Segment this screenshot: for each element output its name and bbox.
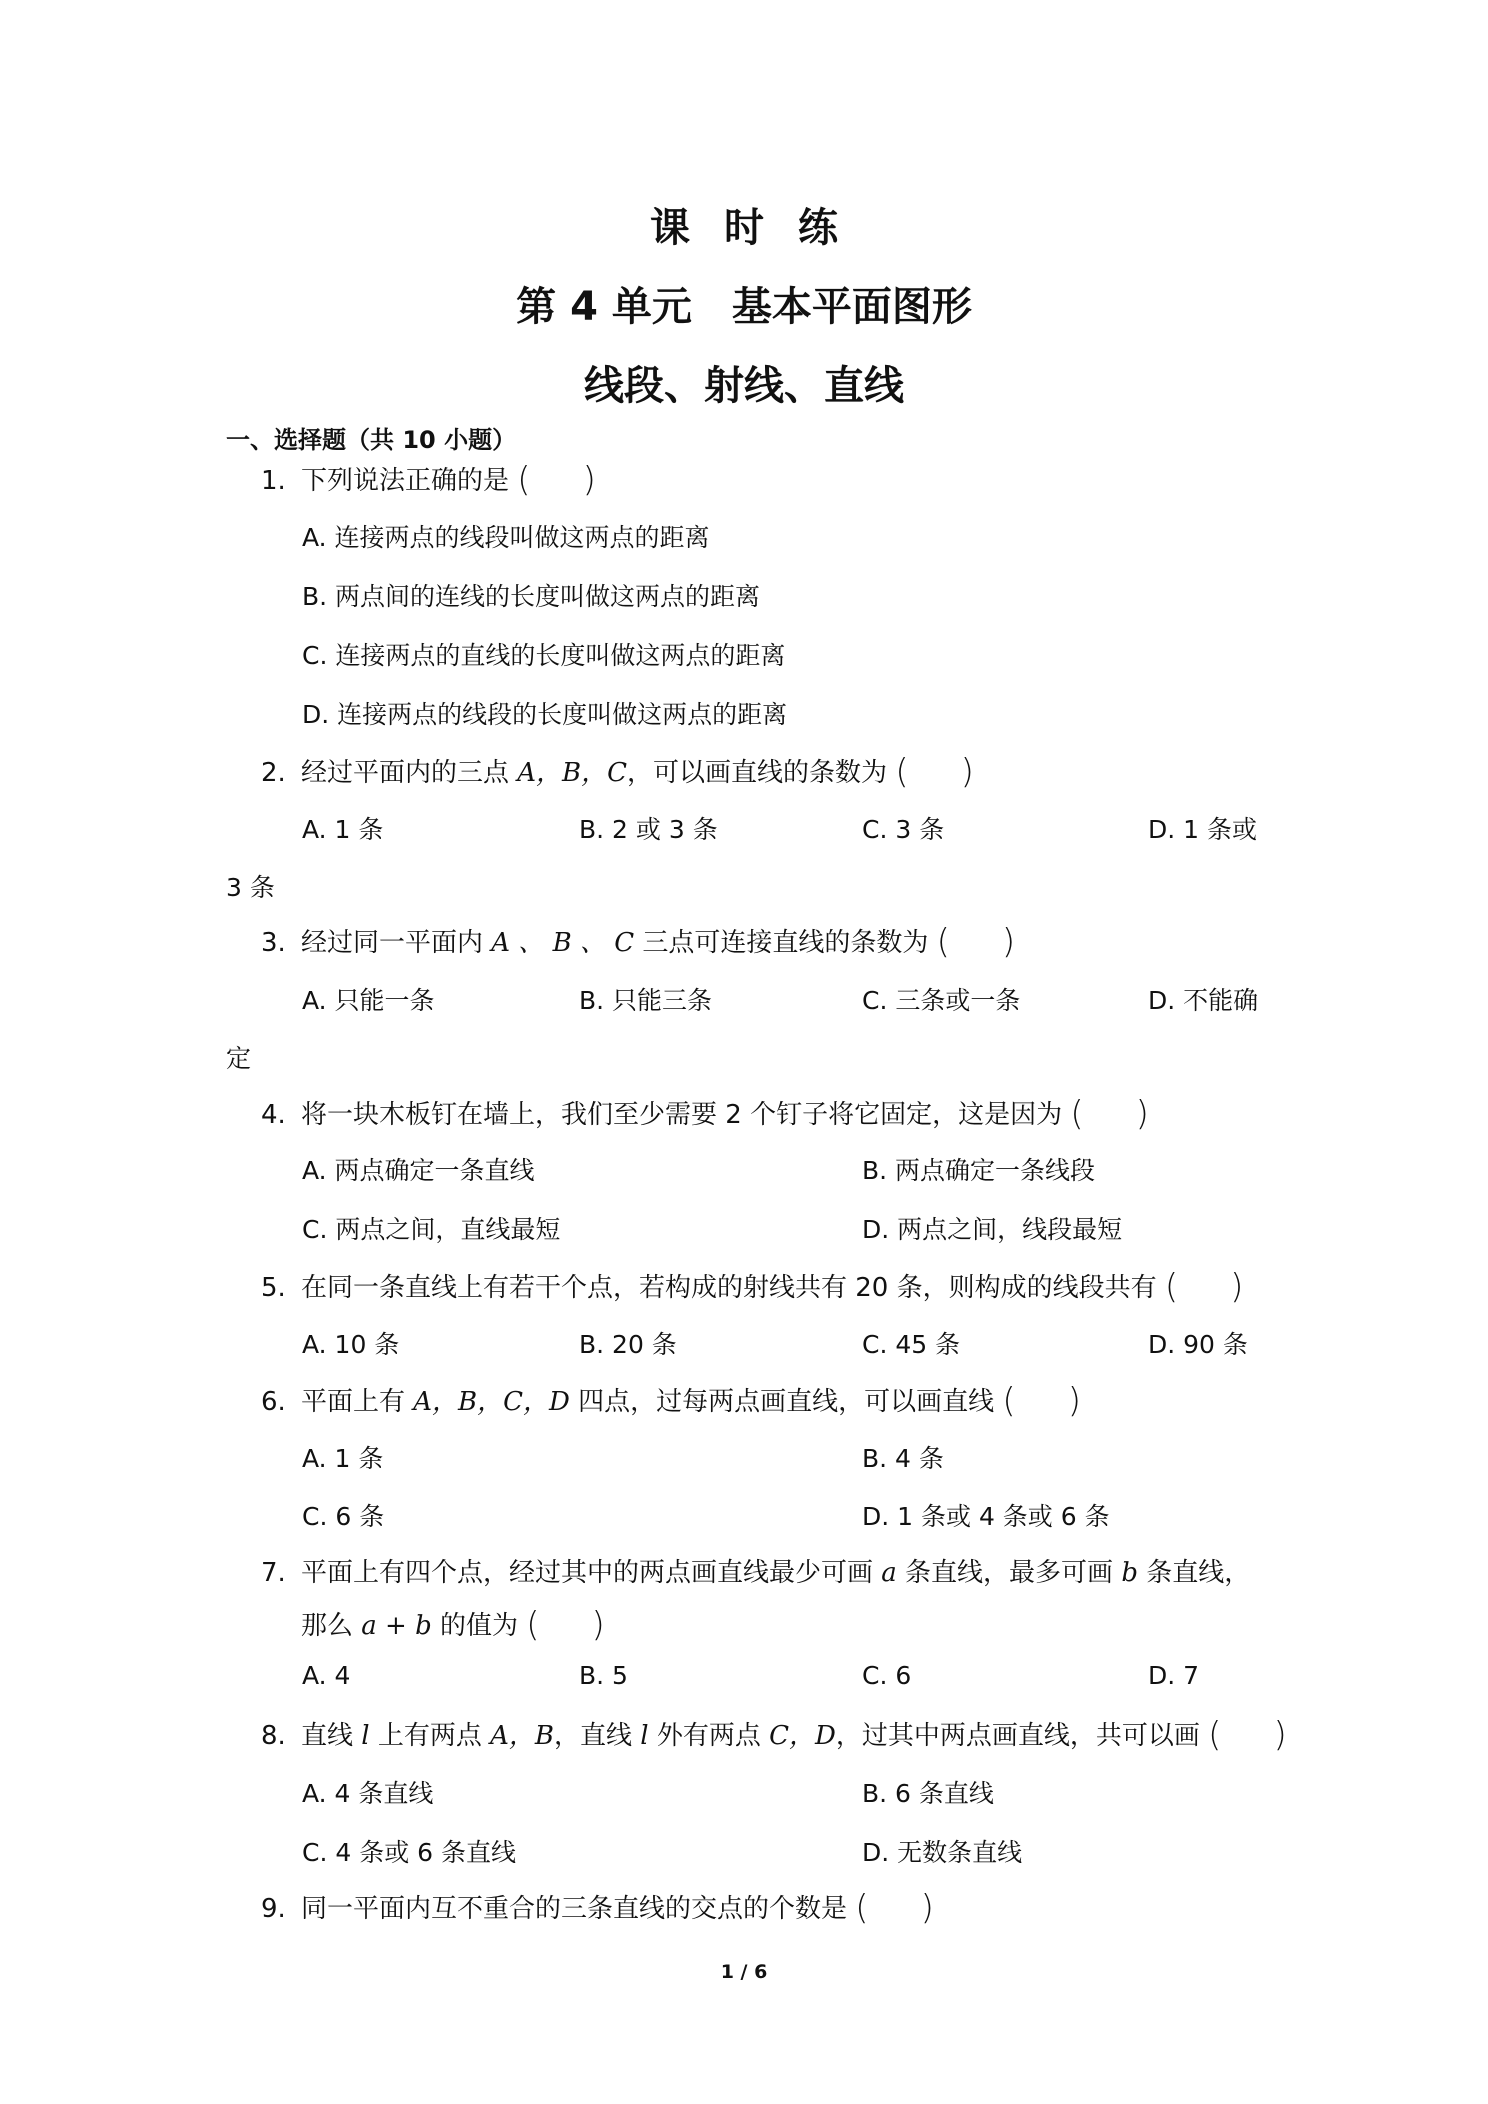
q4-option-b: B. 两点确定一条线段 — [862, 1156, 1096, 1185]
q5-option-d: D. 90 条 — [1148, 1330, 1248, 1359]
q5-option-a: A. 10 条 — [302, 1330, 400, 1359]
question-2: 2. 经过平面内的三点 A，B，C，可以画直线的条数为 ( ) — [261, 752, 974, 792]
q1-option-a: A. 连接两点的线段叫做这两点的距离 — [302, 523, 710, 552]
q3-option-a: A. 只能一条 — [302, 986, 435, 1015]
question-6: 6. 平面上有 A，B，C，D 四点，过每两点画直线，可以画直线 ( ) — [261, 1381, 1081, 1421]
q8-option-c: C. 4 条或 6 条直线 — [302, 1838, 517, 1867]
page-title: 课时练 — [650, 205, 872, 251]
q6-option-b: B. 4 条 — [862, 1444, 944, 1473]
question-3: 3. 经过同一平面内 A 、 B 、 C 三点可连接直线的条数为 ( ) — [261, 922, 1016, 962]
question-7: 7. 平面上有四个点，经过其中的两点画直线最少可画 a 条直线，最多可画 b 条直线， — [261, 1558, 1251, 1588]
question-1: 1. 下列说法正确的是 ( ) — [261, 460, 596, 500]
q1-option-d: D. 连接两点的线段的长度叫做这两点的距离 — [302, 700, 788, 729]
q3-option-b: B. 只能三条 — [579, 986, 713, 1015]
q1-option-b: B. 两点间的连线的长度叫做这两点的距离 — [302, 582, 761, 611]
question-5: 5. 在同一条直线上有若干个点，若构成的射线共有 20 条，则构成的线段共有 ( ) — [261, 1267, 1244, 1307]
q4-option-d: D. 两点之间，线段最短 — [862, 1215, 1123, 1244]
q8-option-b: B. 6 条直线 — [862, 1779, 994, 1808]
q2-option-b: B. 2 或 3 条 — [579, 815, 718, 844]
lesson-title: 线段、射线、直线 — [584, 363, 904, 409]
q5-option-b: B. 20 条 — [579, 1330, 677, 1359]
q6-option-a: A. 1 条 — [302, 1444, 384, 1473]
question-8: 8. 直线 l 上有两点 A，B，直线 l 外有两点 C，D，过其中两点画直线，共可以画 ( ) — [261, 1715, 1287, 1755]
unit-title: 第 4 单元 基本平面图形 — [516, 284, 972, 330]
q5-option-c: C. 45 条 — [862, 1330, 961, 1359]
q4-option-a: A. 两点确定一条直线 — [302, 1156, 535, 1185]
q7-option-b: B. 5 — [579, 1661, 628, 1690]
q3-option-d-wrap: 定 — [226, 1044, 252, 1073]
question-9: 9. 同一平面内互不重合的三条直线的交点的个数是 ( ) — [261, 1888, 934, 1928]
q2-option-a: A. 1 条 — [302, 815, 384, 844]
q2-option-d: D. 1 条或 — [1148, 815, 1257, 844]
q6-option-d: D. 1 条或 4 条或 6 条 — [862, 1502, 1110, 1531]
q1-option-c: C. 连接两点的直线的长度叫做这两点的距离 — [302, 641, 786, 670]
q4-option-c: C. 两点之间，直线最短 — [302, 1215, 561, 1244]
q2-option-c: C. 3 条 — [862, 815, 945, 844]
q3-option-d: D. 不能确 — [1148, 986, 1259, 1015]
q8-option-d: D. 无数条直线 — [862, 1838, 1023, 1867]
question-4: 4. 将一块木板钉在墙上，我们至少需要 2 个钉子将它固定，这是因为 ( ) — [261, 1094, 1149, 1134]
section-heading: 一、选择题（共 10 小题） — [226, 426, 517, 454]
q3-option-c: C. 三条或一条 — [862, 986, 1021, 1015]
q6-option-c: C. 6 条 — [302, 1502, 385, 1531]
q7-option-a: A. 4 — [302, 1661, 351, 1690]
page-number: 1 / 6 — [720, 1961, 768, 1983]
q2-option-d-wrap: 3 条 — [226, 873, 275, 902]
q7-option-d: D. 7 — [1148, 1661, 1200, 1690]
question-7-line2: 那么 a + b 的值为 ( ) — [301, 1605, 605, 1645]
q8-option-a: A. 4 条直线 — [302, 1779, 434, 1808]
q7-option-c: C. 6 — [862, 1661, 912, 1690]
